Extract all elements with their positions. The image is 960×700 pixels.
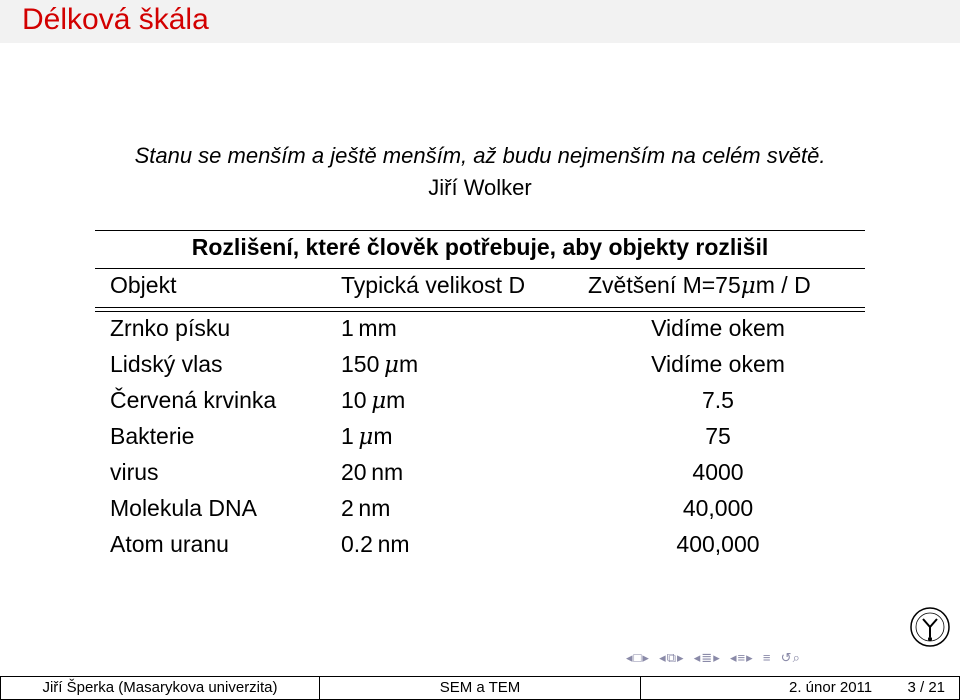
- size-mu: μ: [383, 352, 399, 378]
- typical-size: [341, 457, 403, 488]
- prev-frame-icon[interactable]: ◂: [626, 650, 634, 665]
- size-unit: mm: [358, 315, 397, 341]
- header-rule-2: [95, 311, 865, 312]
- magnification: 400,000: [676, 531, 760, 557]
- typical-size: [341, 421, 393, 452]
- typical-size: [341, 493, 390, 524]
- header-size: Typická velikost D: [341, 272, 526, 298]
- header-rule-1: [95, 307, 865, 308]
- header-magnification: Zvětšení M=75μm / D: [588, 272, 811, 299]
- footer: [0, 676, 960, 700]
- size-number: 10: [341, 387, 367, 413]
- size-unit: m: [398, 351, 419, 377]
- size-number: 2: [341, 495, 354, 521]
- footer-talk-title: SEM a TEM: [320, 676, 640, 700]
- magnification: Vidíme okem: [651, 315, 785, 341]
- typical-size: [341, 349, 418, 380]
- subsection-icon[interactable]: ⧉: [666, 650, 677, 665]
- magnification: 40,000: [682, 495, 754, 521]
- slide-title: Délková škála: [22, 3, 209, 36]
- size-unit: nm: [358, 495, 391, 521]
- next-section-icon[interactable]: ▸: [713, 650, 721, 665]
- header-object: Objekt: [110, 272, 177, 298]
- object-name: Červená krvinka: [110, 387, 277, 413]
- quote-author: Jiří Wolker: [428, 175, 532, 200]
- size-number: 1: [341, 423, 354, 449]
- prev-section-icon[interactable]: ◂: [693, 650, 702, 665]
- section-icon[interactable]: ≣: [701, 650, 714, 665]
- table-top-rule: [95, 230, 865, 231]
- size-unit: m: [386, 387, 406, 413]
- magnification: Vidíme okem: [651, 351, 785, 377]
- size-number: 0.2: [341, 531, 373, 557]
- university-seal-icon: [909, 606, 951, 648]
- typical-size: [341, 313, 397, 344]
- magnification: 7.5: [702, 387, 734, 413]
- size-unit: nm: [371, 459, 404, 485]
- part-icon[interactable]: ≡: [737, 650, 747, 665]
- size-unit: m: [373, 423, 393, 449]
- object-name: virus: [110, 459, 159, 485]
- magnification: 75: [705, 423, 731, 449]
- align-icon[interactable]: ≡: [762, 650, 772, 665]
- typical-size: [341, 529, 410, 560]
- object-name: Lidský vlas: [110, 351, 223, 377]
- back-icon[interactable]: ↺: [780, 650, 793, 665]
- frame-icon[interactable]: □: [633, 650, 643, 665]
- next-subsection-icon[interactable]: ▸: [676, 650, 685, 665]
- footer-date-page: [640, 676, 960, 700]
- object-name: Molekula DNA: [110, 495, 257, 521]
- size-mu: μ: [371, 388, 387, 414]
- size-number: 150: [341, 351, 380, 377]
- size-number: 20: [341, 459, 367, 485]
- beamer-navigation: [626, 650, 801, 666]
- typical-size: [341, 385, 405, 416]
- title-bar: [0, 0, 960, 43]
- magnification: 4000: [692, 459, 744, 485]
- size-number: 1: [341, 315, 354, 341]
- size-mu: μ: [358, 424, 374, 450]
- size-unit: nm: [377, 531, 410, 557]
- prev-part-icon[interactable]: ◂: [729, 650, 738, 665]
- object-name: Bakterie: [110, 423, 195, 449]
- caption-rule: [95, 268, 865, 269]
- next-frame-icon[interactable]: ▸: [642, 650, 650, 665]
- search-icon[interactable]: ⌕: [792, 650, 801, 665]
- object-name: Atom uranu: [110, 531, 229, 557]
- footer-author: Jiří Šperka (Masarykova univerzita): [0, 676, 320, 700]
- next-part-icon[interactable]: ▸: [746, 650, 754, 665]
- footer-page-number: 3 / 21: [907, 679, 945, 696]
- footer-date: 2. únor 2011: [789, 679, 873, 696]
- table-caption: Rozlišení, které člověk potřebuje, aby objekty rozlišil: [191, 234, 769, 260]
- prev-subsection-icon[interactable]: ◂: [659, 650, 667, 665]
- object-name: Zrnko písku: [110, 315, 231, 341]
- quote: Stanu se menším a ještě menším, až budu nejmenším na celém světě.: [134, 143, 826, 168]
